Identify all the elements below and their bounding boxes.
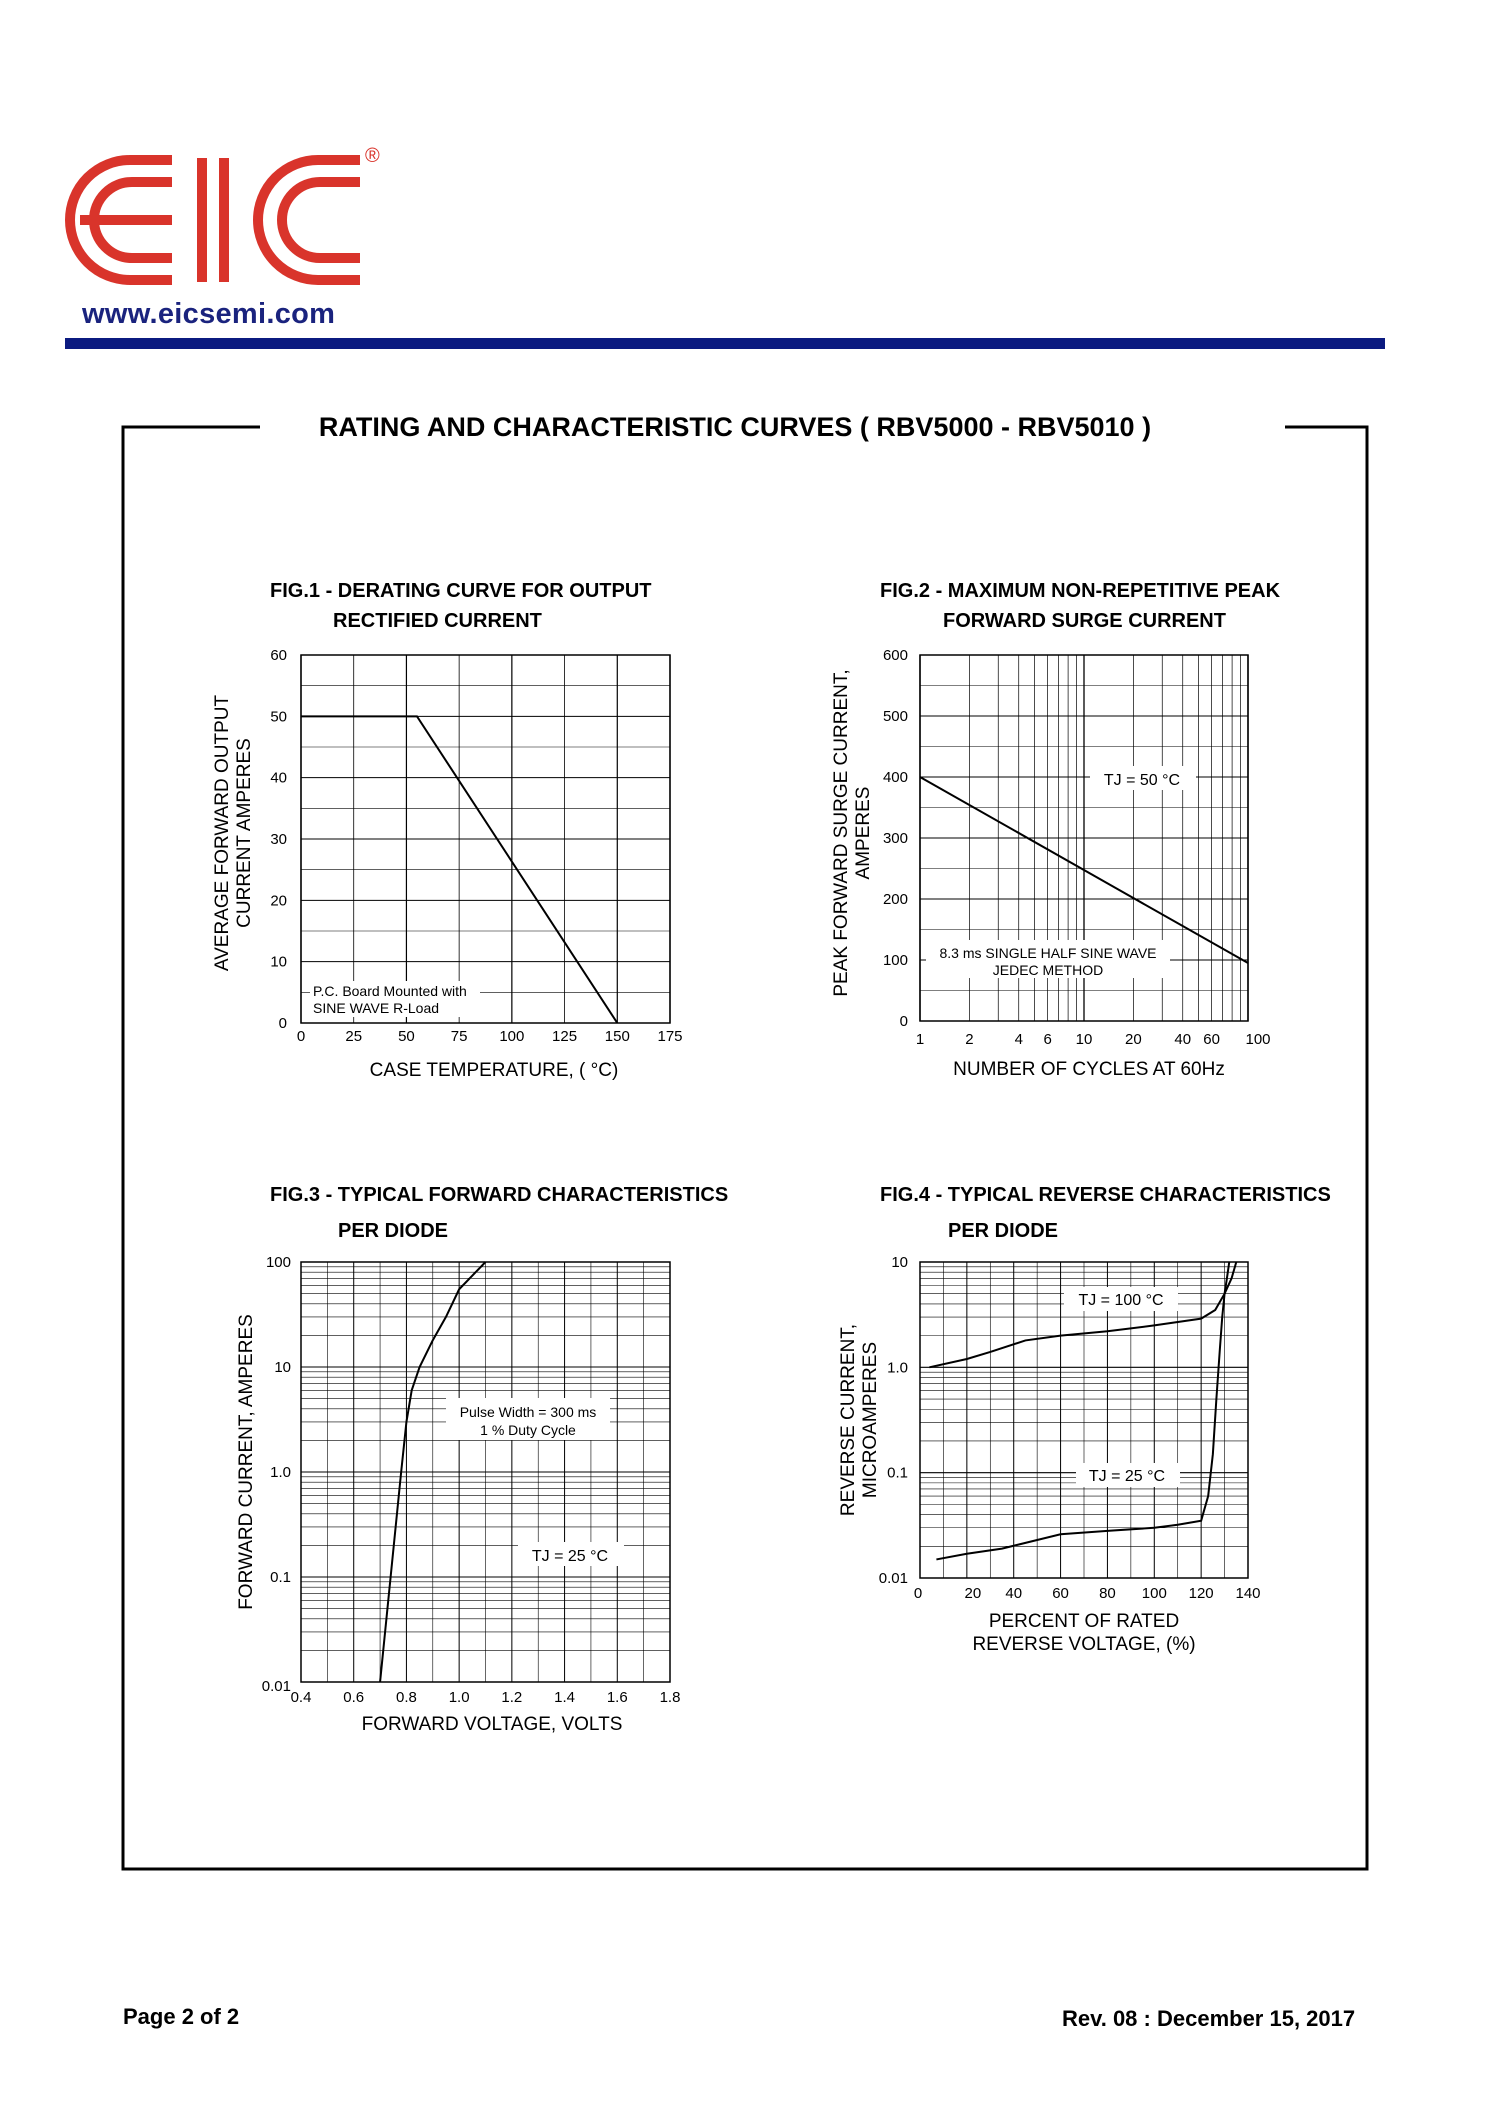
fig2-x-tick: 4 (1014, 1031, 1023, 1048)
fig3-x-axis-label: FORWARD VOLTAGE, VOLTS (361, 1714, 623, 1735)
fig1-y-tick: 50 (270, 708, 287, 726)
fig2-x-tick: 60 (1203, 1031, 1220, 1048)
fig2-title-line1: FIG.2 - MAXIMUM NON-REPETITIVE PEAK (880, 580, 1281, 602)
fig4-x-tick: 120 (1188, 1585, 1214, 1602)
fig3-annotation-pulse-line2: 1 % Duty Cycle (480, 1422, 576, 1438)
fig4-x-tick: 0 (913, 1585, 923, 1602)
fig1-title-line2: RECTIFIED CURRENT (333, 610, 542, 632)
fig1-y-tick: 20 (270, 892, 287, 910)
fig2-x-tick: 100 (1245, 1031, 1271, 1048)
fig2-y-tick: 400 (882, 769, 908, 786)
fig1-y-axis-label-line2: CURRENT AMPERES (234, 738, 255, 928)
fig3-x-tick: 0.6 (343, 1689, 365, 1706)
fig4-x-axis-label-line1: PERCENT OF RATED (988, 1611, 1180, 1632)
fig4-x-tick: 20 (964, 1585, 982, 1602)
fig2-y-tick: 100 (882, 952, 908, 969)
fig2-x-tick: 2 (965, 1031, 974, 1048)
fig1-x-tick: 100 (499, 1028, 525, 1045)
fig1-x-tick: 75 (450, 1028, 468, 1045)
fig4-title-line1: FIG.4 - TYPICAL REVERSE CHARACTERISTICS (880, 1184, 1331, 1206)
fig2-x-axis-label: NUMBER OF CYCLES AT 60Hz (953, 1059, 1225, 1080)
fig3-y-tick: 10 (274, 1359, 291, 1376)
fig4-x-tick: 140 (1235, 1585, 1261, 1602)
fig1-x-tick: 25 (345, 1028, 363, 1045)
fig3-y-tick: 0.1 (270, 1569, 291, 1586)
fig2-y-axis-label-line1: PEAK FORWARD SURGE CURRENT, (831, 669, 852, 997)
revision-date: Rev. 08 : December 15, 2017 (1062, 2006, 1356, 2031)
fig4-y-axis-label-line2: MICROAMPERES (860, 1341, 881, 1499)
fig2-x-tick: 20 (1125, 1031, 1142, 1048)
fig2-annotation-tj-text: TJ = 50 °C (1103, 772, 1181, 789)
fig4-annotation-tj25-text: TJ = 25 °C (1088, 1468, 1166, 1485)
fig2-y-tick: 0 (899, 1013, 908, 1030)
fig4-y-axis-label-line1: REVERSE CURRENT, (838, 1323, 859, 1517)
fig4-x-tick: 60 (1052, 1585, 1069, 1602)
fig4-annotation-tj100-text: TJ = 100 °C (1078, 1292, 1164, 1309)
fig4-title-line2: PER DIODE (948, 1220, 1059, 1242)
fig2-y-tick: 200 (882, 891, 908, 908)
fig4-annotation-tj100 (1064, 1287, 1178, 1311)
fig1-annotation (310, 981, 480, 1017)
fig1-x-tick: 175 (657, 1028, 683, 1045)
fig4-y-tick: 0.01 (878, 1570, 908, 1587)
fig2-annotation-tj (1090, 766, 1196, 790)
fig3-annotation-pulse-line1: Pulse Width = 300 ms (459, 1404, 597, 1420)
fig4-y-tick: 10 (891, 1254, 908, 1271)
fig3-x-tick: 1.8 (659, 1689, 681, 1706)
fig1-y-tick: 10 (270, 953, 287, 971)
fig1-grid (301, 655, 670, 1023)
fig2-x-tick: 40 (1174, 1031, 1192, 1048)
fig4-y-tick: 1.0 (887, 1359, 908, 1377)
fig4-x-tick: 80 (1099, 1585, 1116, 1602)
fig2-y-axis-label-line2: AMPERES (853, 786, 874, 880)
fig3-x-tick: 1.0 (448, 1689, 470, 1706)
fig2-y-tick: 300 (882, 830, 908, 847)
fig2-annotation-method-line1: 8.3 ms SINGLE HALF SINE WAVE (939, 945, 1157, 961)
fig3-y-axis-label: FORWARD CURRENT, AMPERES (236, 1314, 257, 1610)
fig1-y-tick: 0 (278, 1015, 287, 1032)
fig3-annotation-tj (518, 1542, 624, 1566)
fig3-x-tick: 0.4 (290, 1689, 312, 1706)
fig1-title-line1: FIG.1 - DERATING CURVE FOR OUTPUT (270, 580, 652, 602)
fig4-annotation-tj25 (1076, 1463, 1180, 1487)
fig3-annotation-pulse (446, 1398, 610, 1440)
fig1-x-tick: 0 (296, 1028, 306, 1045)
fig2-x-tick: 1 (915, 1031, 925, 1048)
fig2-title-line2: FORWARD SURGE CURRENT (943, 610, 1226, 632)
fig1-x-tick: 125 (552, 1028, 578, 1045)
fig3-y-tick: 0.01 (261, 1678, 291, 1695)
fig3-x-tick: 1.4 (554, 1689, 576, 1706)
fig3-x-tick: 1.6 (606, 1689, 628, 1706)
fig1-y-tick: 30 (270, 831, 287, 848)
registered-mark: ® (365, 145, 380, 167)
fig3-x-tick: 0.8 (395, 1689, 417, 1706)
fig1-annotation-line1: P.C. Board Mounted with (313, 983, 467, 999)
fig4-x-tick: 100 (1141, 1585, 1167, 1602)
fig1-x-tick: 50 (398, 1028, 415, 1045)
fig3-x-tick: 1.2 (501, 1689, 523, 1706)
fig4-x-tick: 40 (1005, 1585, 1023, 1602)
fig4-series-line-tj100 (929, 1262, 1236, 1367)
fig2-y-tick: 500 (882, 708, 908, 725)
website-link[interactable]: www.eicsemi.com (82, 298, 336, 330)
fig4-x-axis-label-line2: REVERSE VOLTAGE, (%) (972, 1634, 1196, 1655)
fig1-y-axis-label-line1: AVERAGE FORWARD OUTPUT (212, 694, 233, 972)
fig3-grid (301, 1262, 670, 1682)
fig2-annotation-method (926, 940, 1170, 978)
fig3-annotation-tj-text: TJ = 25 °C (531, 1548, 609, 1565)
fig2-x-tick: 6 (1043, 1031, 1052, 1048)
page-title: RATING AND CHARACTERISTIC CURVES ( RBV5000 - RBV5010 ) (318, 412, 1152, 442)
fig1-x-axis-label: CASE TEMPERATURE, ( °C) (369, 1060, 619, 1081)
fig2-annotation-method-line2: JEDEC METHOD (992, 962, 1104, 978)
fig3-y-tick: 100 (265, 1254, 291, 1271)
fig3-title-line1: FIG.3 - TYPICAL FORWARD CHARACTERISTICS (270, 1184, 729, 1206)
fig2-x-tick: 10 (1075, 1031, 1093, 1048)
fig1-y-tick: 40 (270, 769, 287, 787)
fig3-y-tick: 1.0 (270, 1464, 291, 1481)
page-number: Page 2 of 2 (123, 2004, 240, 2029)
fig1-y-tick: 60 (270, 647, 287, 664)
fig1-annotation-line2: SINE WAVE R-Load (313, 1000, 440, 1016)
fig1-x-tick: 150 (604, 1028, 630, 1045)
fig4-y-tick: 0.1 (887, 1464, 908, 1482)
fig3-title-line2: PER DIODE (338, 1220, 449, 1242)
fig2-y-tick: 600 (882, 647, 908, 664)
